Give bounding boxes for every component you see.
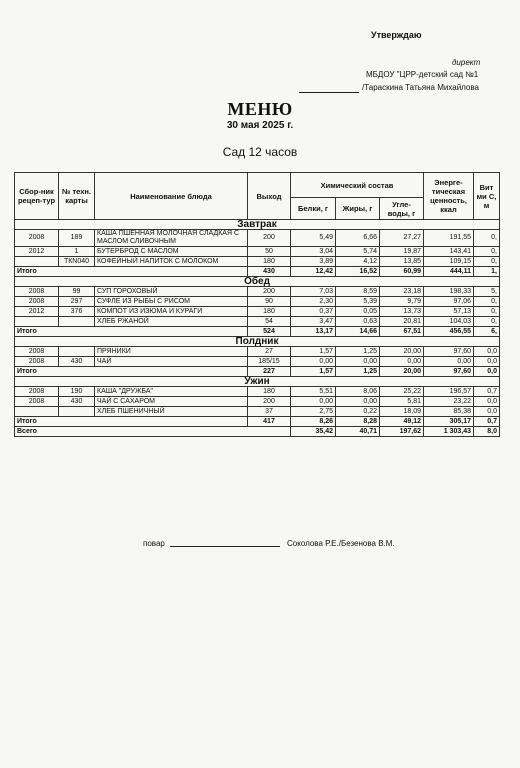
director-label: директ	[452, 58, 481, 67]
table-row	[15, 287, 500, 297]
cell-card: ТКN040	[59, 257, 95, 267]
cell-card: 189	[59, 230, 95, 247]
cell-fat: 0,22	[336, 407, 380, 417]
header-card: № техн. карты	[59, 173, 95, 220]
cell-vit: 0,0	[474, 397, 500, 407]
total-label: Итого	[15, 417, 248, 427]
page-title: МЕНЮ	[227, 99, 293, 119]
cell-energy: 57,13	[424, 307, 474, 317]
section-title: Ужин	[15, 377, 500, 387]
cell-carbs: 19,87	[380, 247, 424, 257]
cell-energy: 85,38	[424, 407, 474, 417]
menu-table	[14, 172, 500, 437]
cell-fat: 0,00	[336, 357, 380, 367]
cell-protein: 1,57	[291, 347, 336, 357]
header-dish: Наименование блюда	[95, 173, 248, 220]
cell-fat: 5,74	[336, 247, 380, 257]
total-energy: 305,17	[424, 417, 474, 427]
cell-output: 50	[248, 247, 291, 257]
section-header	[15, 377, 500, 387]
total-carbs: 60,99	[380, 267, 424, 277]
menu-body	[15, 220, 500, 437]
total-label: Итого	[15, 267, 248, 277]
cell-carbs: 25,22	[380, 387, 424, 397]
cell-collection: 2008	[15, 347, 59, 357]
total-output: 417	[248, 417, 291, 427]
cell-fat: 0,00	[336, 397, 380, 407]
cell-carbs: 13,73	[380, 307, 424, 317]
cell-dish: СУП ГОРОХОВЫЙ	[95, 287, 248, 297]
cell-collection: 2008	[15, 287, 59, 297]
cell-fat: 8,06	[336, 387, 380, 397]
total-label: Итого	[15, 367, 248, 377]
cell-energy: 198,33	[424, 287, 474, 297]
approve-label: Утверждаю	[371, 30, 422, 40]
cell-carbs: 23,18	[380, 287, 424, 297]
total-protein: 1,57	[291, 367, 336, 377]
header-fat: Жиры, г	[336, 198, 380, 220]
header-protein: Белки, г	[291, 198, 336, 220]
organization-name: МБДОУ "ЦРР-детский сад №1	[366, 70, 479, 79]
table-row	[15, 407, 500, 417]
total-output: 227	[248, 367, 291, 377]
menu-date: 30 мая 2025 г.	[226, 120, 294, 131]
cell-collection: 2012	[15, 307, 59, 317]
cell-dish: КАША ПШЕННАЯ МОЛОЧНАЯ СЛАДКАЯ С МАСЛОМ СЛИВОЧНЫМ	[95, 230, 248, 247]
table-row	[15, 230, 500, 247]
total-fat: 14,66	[336, 327, 380, 337]
cell-output: 185/15	[248, 357, 291, 367]
grand-total-label: Всего	[15, 427, 291, 437]
cell-protein: 7,03	[291, 287, 336, 297]
cell-protein: 2,75	[291, 407, 336, 417]
cell-vit: 0,	[474, 317, 500, 327]
section-title: Завтрак	[15, 220, 500, 230]
cell-vit: 0,	[474, 307, 500, 317]
cell-vit: 0,	[474, 247, 500, 257]
table-row	[15, 387, 500, 397]
grand-total-carbs: 197,62	[380, 427, 424, 437]
cell-vit: 0,7	[474, 387, 500, 397]
cell-output: 180	[248, 307, 291, 317]
total-vit: 6,	[474, 327, 500, 337]
cell-fat: 1,25	[336, 347, 380, 357]
total-row	[15, 267, 500, 277]
cell-output: 200	[248, 397, 291, 407]
cell-collection: 2012	[15, 247, 59, 257]
total-energy: 97,60	[424, 367, 474, 377]
cell-carbs: 20,00	[380, 347, 424, 357]
section-title: Полдник	[15, 337, 500, 347]
section-header	[15, 220, 500, 230]
cell-protein: 5,49	[291, 230, 336, 247]
cell-output: 200	[248, 287, 291, 297]
cell-output: 90	[248, 297, 291, 307]
section-title: Обед	[15, 277, 500, 287]
total-row	[15, 367, 500, 377]
cell-protein: 3,47	[291, 317, 336, 327]
cell-collection: 2008	[15, 230, 59, 247]
cell-dish: СУФЛЕ ИЗ РЫБЫ С РИСОМ	[95, 297, 248, 307]
cell-collection: 2008	[15, 387, 59, 397]
grand-total-fat: 40,71	[336, 427, 380, 437]
table-row	[15, 297, 500, 307]
cell-card	[59, 317, 95, 327]
section-header	[15, 337, 500, 347]
cell-vit: 0,0	[474, 357, 500, 367]
cell-card: 430	[59, 357, 95, 367]
table-row	[15, 247, 500, 257]
cell-output: 180	[248, 387, 291, 397]
cook-signature-line	[170, 546, 280, 547]
cell-collection	[15, 407, 59, 417]
cell-card: 430	[59, 397, 95, 407]
header-output: Выход	[248, 173, 291, 220]
total-protein: 13,17	[291, 327, 336, 337]
cell-carbs: 5,81	[380, 397, 424, 407]
cell-protein: 0,00	[291, 397, 336, 407]
cell-collection: 2008	[15, 357, 59, 367]
cell-collection	[15, 257, 59, 267]
grand-total-row	[15, 427, 500, 437]
grand-total-protein: 35,42	[291, 427, 336, 437]
cell-vit: 0,0	[474, 407, 500, 417]
table-row	[15, 397, 500, 407]
cell-energy: 0,00	[424, 357, 474, 367]
header-vit: Вит ми С, м	[474, 173, 500, 220]
cell-protein: 2,30	[291, 297, 336, 307]
cell-carbs: 20,81	[380, 317, 424, 327]
cell-protein: 0,00	[291, 357, 336, 367]
garden-label: Сад 12 часов	[222, 145, 298, 159]
cell-output: 37	[248, 407, 291, 417]
cell-fat: 4,12	[336, 257, 380, 267]
cell-output: 200	[248, 230, 291, 247]
signer-name: /Тараскина Татьяна Михайлова	[362, 83, 479, 92]
table-row	[15, 307, 500, 317]
cell-dish: КОФЕЙНЫЙ НАПИТОК С МОЛОКОМ	[95, 257, 248, 267]
table-row	[15, 317, 500, 327]
cell-card	[59, 407, 95, 417]
total-carbs: 67,51	[380, 327, 424, 337]
cell-energy: 97,60	[424, 347, 474, 357]
header-carbs: Угле-воды, г	[380, 198, 424, 220]
cell-protein: 5,51	[291, 387, 336, 397]
total-fat: 1,25	[336, 367, 380, 377]
grand-total-vit: 8,0	[474, 427, 500, 437]
cell-energy: 196,57	[424, 387, 474, 397]
cell-fat: 8,59	[336, 287, 380, 297]
total-row	[15, 417, 500, 427]
cell-energy: 97,06	[424, 297, 474, 307]
section-header	[15, 277, 500, 287]
total-output: 524	[248, 327, 291, 337]
cell-dish: ХЛЕБ ПШЕНИЧНЫЙ	[95, 407, 248, 417]
total-energy: 456,55	[424, 327, 474, 337]
cell-fat: 0,63	[336, 317, 380, 327]
cell-collection	[15, 317, 59, 327]
cell-carbs: 13,85	[380, 257, 424, 267]
cell-carbs: 27,27	[380, 230, 424, 247]
cell-dish: ХЛЕБ РЖАНОЙ	[95, 317, 248, 327]
cell-protein: 3,89	[291, 257, 336, 267]
cook-names: Соколова Р.Е./Безенова В.М.	[287, 539, 395, 548]
total-output: 430	[248, 267, 291, 277]
cell-carbs: 9,79	[380, 297, 424, 307]
total-protein: 8,26	[291, 417, 336, 427]
cell-card: 99	[59, 287, 95, 297]
cell-vit: 0,	[474, 230, 500, 247]
cell-carbs: 0,00	[380, 357, 424, 367]
cell-vit: 0,	[474, 297, 500, 307]
cell-carbs: 18,09	[380, 407, 424, 417]
cell-dish: КАША "ДРУЖБА"	[95, 387, 248, 397]
cell-dish: КОМПОТ ИЗ ИЗЮМА И КУРАГИ	[95, 307, 248, 317]
total-vit: 1,	[474, 267, 500, 277]
total-vit: 0,7	[474, 417, 500, 427]
cell-fat: 6,66	[336, 230, 380, 247]
header-collection: Сбор-ник рецеп-тур	[15, 173, 59, 220]
cell-energy: 104,03	[424, 317, 474, 327]
cook-label: повар	[143, 539, 165, 548]
cell-collection: 2008	[15, 397, 59, 407]
cell-vit: 0,	[474, 257, 500, 267]
table-row	[15, 357, 500, 367]
cell-card	[59, 347, 95, 357]
cell-card: 1	[59, 247, 95, 257]
total-vit: 0,0	[474, 367, 500, 377]
total-fat: 16,52	[336, 267, 380, 277]
total-carbs: 20,00	[380, 367, 424, 377]
cell-protein: 0,37	[291, 307, 336, 317]
grand-total-energy: 1 303,43	[424, 427, 474, 437]
signature-line	[299, 84, 359, 93]
cell-output: 27	[248, 347, 291, 357]
cell-dish: ПРЯНИКИ	[95, 347, 248, 357]
cell-energy: 23,22	[424, 397, 474, 407]
cell-energy: 109,15	[424, 257, 474, 267]
cell-vit: 5,	[474, 287, 500, 297]
total-protein: 12,42	[291, 267, 336, 277]
cell-dish: ЧАЙ	[95, 357, 248, 367]
total-label: Итого	[15, 327, 248, 337]
total-carbs: 49,12	[380, 417, 424, 427]
cell-card: 376	[59, 307, 95, 317]
cell-energy: 143,41	[424, 247, 474, 257]
header-chem: Химический состав	[291, 173, 424, 198]
header-energy: Энерге-тическая ценность, ккал	[424, 173, 474, 220]
cell-output: 180	[248, 257, 291, 267]
table-row	[15, 347, 500, 357]
cell-fat: 5,39	[336, 297, 380, 307]
table-row	[15, 257, 500, 267]
total-row	[15, 327, 500, 337]
total-fat: 8,28	[336, 417, 380, 427]
cell-dish: БУТЕРБРОД С МАСЛОМ	[95, 247, 248, 257]
cell-vit: 0,0	[474, 347, 500, 357]
cell-card: 190	[59, 387, 95, 397]
cell-card: 297	[59, 297, 95, 307]
cell-collection: 2008	[15, 297, 59, 307]
cell-energy: 191,55	[424, 230, 474, 247]
total-energy: 444,11	[424, 267, 474, 277]
cell-output: 54	[248, 317, 291, 327]
cell-fat: 0,05	[336, 307, 380, 317]
cell-protein: 3,04	[291, 247, 336, 257]
cell-dish: ЧАЙ С САХАРОМ	[95, 397, 248, 407]
